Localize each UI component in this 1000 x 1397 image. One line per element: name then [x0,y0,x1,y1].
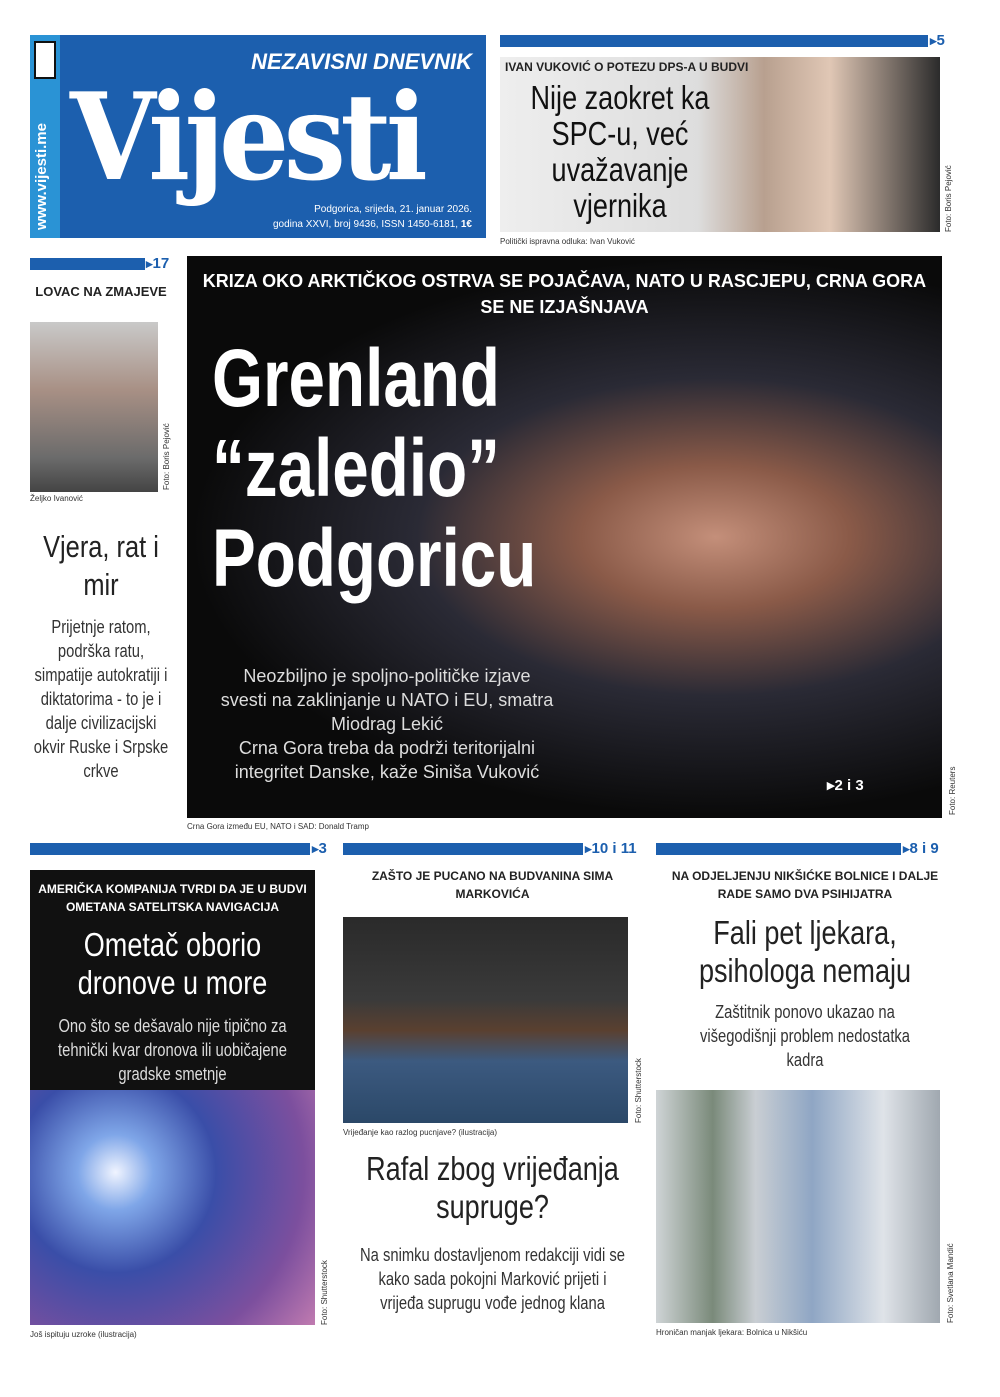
left-caption: Željko Ivanović [30,494,83,503]
credit: Foto: Shutterstock [634,1058,643,1123]
credit: Foto: Shutterstock [320,1260,329,1325]
issue-info [273,218,472,231]
main-kicker: KRIZA OKO ARKTIČKOG OSTRVA SE POJAČAVA, NATO U RASCJEPU, CRNA GORA SE NE IZJAŠNJAVA [202,271,927,317]
body-line: svesti na zaklinjanje u NATO i EU, smatra [220,690,554,710]
headline-line: “zaledio” [212,423,500,514]
body: Ono što se dešavalo nije tipično za tehnički kvar dronova ili uobičajene gradske smetnje [58,1016,287,1084]
site-url[interactable]: www.vijesti.me [33,123,50,230]
left-body: Prijetnje ratom, podrška ratu, simpatije autokratiji i diktatorima - to je i dalje civilizacijski okvir Ruske i Srpske crkve [33,617,169,781]
body-line: Neozbiljno je spoljno-političke izjave [243,666,531,686]
main-pages[interactable]: ▸2 i 3 [827,777,864,794]
section-bar [343,843,583,855]
top-kicker: IVAN VUKOVIĆ O POTEZU DPS-A U BUDVI [505,60,749,74]
top-headline[interactable]: Nije zaokret ka SPC-u, već uvažavanje vjernika [530,79,710,224]
publisher-logo [34,41,56,79]
price: 1€ [460,219,472,230]
top-credit: Foto: Boris Pejović [944,165,953,232]
photo-zeljko-ivanovic [30,322,158,492]
main-headline[interactable] [212,334,536,604]
left-headline[interactable]: Vjera, rat i mir [43,529,159,602]
tagline: NEZAVISNI DNEVNIK [251,49,472,74]
left-kicker: LOVAC NA ZMAJEVE [35,284,167,299]
main-credit: Foto: Reuters [948,766,957,815]
masthead-title: Vijesti [70,67,423,208]
page-ref[interactable]: ▸ 8 i 9 [903,843,939,855]
credit: Foto: Svetlana Mandić [946,1243,955,1323]
page-ref[interactable]: ▸ 17 [146,258,169,270]
section-bar [30,843,310,855]
page-ref: 2 i 3 [834,777,864,794]
page-ref[interactable]: ▸ 5 [930,35,945,47]
caption: Još ispituju uzroke (ilustracija) [30,1330,137,1339]
headline[interactable]: Rafal zbog vrijeđanja supruge? [366,1150,619,1225]
kicker: NA ODJELJENJU NIKŠIĆKE BOLNICE I DALJE RADE SAMO DVA PSIHIJATRA [671,869,939,901]
body-line: integritet Danske, kaže Siniša Vuković [234,762,540,782]
section-bar [30,258,145,270]
dateline: Podgorica, srijeda, 21. januar 2026. [314,204,472,215]
left-credit: Foto: Boris Pejović [162,423,171,490]
headline-line: Grenland [212,333,500,424]
section-bar [500,35,928,47]
body: Zaštitnik ponovo ukazao na višegodišnji problem nedostatka kadra [699,1002,911,1070]
caption: Hroničan manjak ljekara: Bolnica u Nikšiću [656,1328,808,1337]
photo-drone [30,1090,315,1325]
masthead-strip [30,35,60,238]
photo-revolver [343,917,628,1123]
top-caption: Politički ispravna odluka: Ivan Vuković [500,237,635,246]
page-ref[interactable]: ▸ 3 [312,843,327,855]
issue: godina XXVI, broj 9436, ISSN 1450-6181, [272,219,459,230]
photo-hospital [656,1090,940,1323]
caption: Vrijeđanje kao razlog pucnjave? (ilustracija) [343,1128,498,1137]
kicker: ZAŠTO JE PUCANO NA BUDVANINA SIMA MARKOVIĆA [371,869,614,901]
section-bar [656,843,901,855]
headline-line: Podgoricu [212,513,537,604]
main-story[interactable] [187,256,942,818]
body: Na snimku dostavljenom redakciji vidi se kako sada pokojni Marković prijeti i vrijeđa suprugu vođe jednog klana [360,1245,625,1313]
headline[interactable]: Ometač oborio dronove u more [77,926,268,1001]
main-body [187,664,587,784]
headline[interactable]: Fali pet ljekara, psihologa nemaju [698,914,912,989]
kicker: AMERIČKA KOMPANIJA TVRDI DA JE U BUDVI OMETANA SATELITSKA NAVIGACIJA [38,882,307,914]
main-caption: Crna Gora između EU, NATO i SAD: Donald Tramp [187,822,369,831]
masthead[interactable] [30,35,486,238]
page-ref[interactable]: ▸ 10 i 11 [585,843,637,855]
body-line: Crna Gora treba da podrži teritorijalni [238,738,536,758]
body-line: Miodrag Lekić [330,714,444,734]
